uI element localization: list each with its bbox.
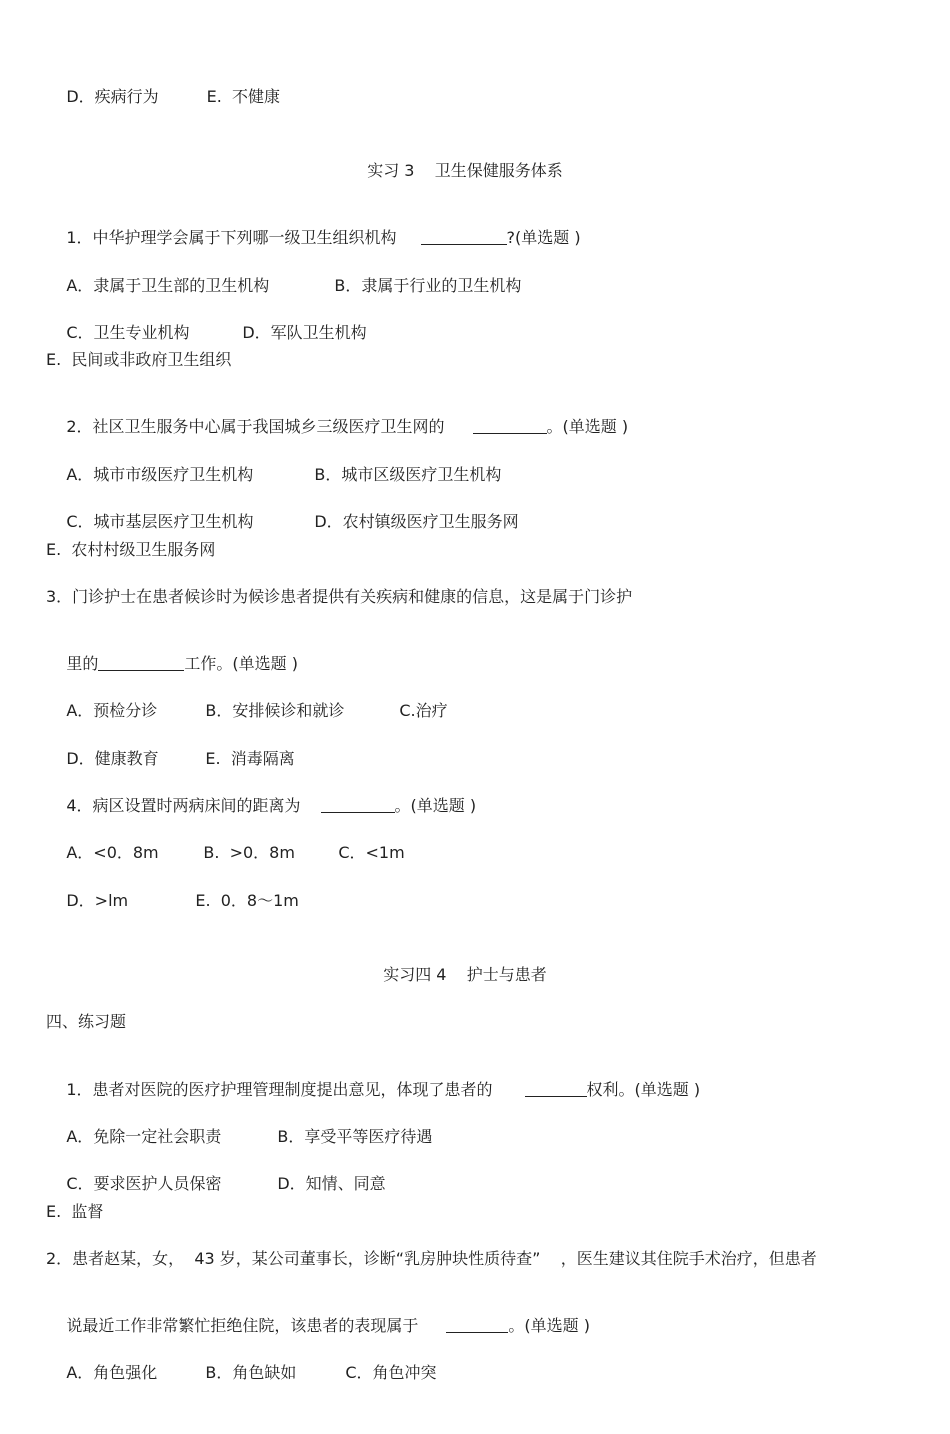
option-b: B．安排候诊和就诊 (205, 701, 345, 720)
question-text: 里的 (66, 654, 99, 673)
option-c: C．城市基层医疗卫生机构 (66, 512, 254, 531)
option-e: E. 0．8～1m (195, 891, 299, 910)
option-b: B．城市区级医疗卫生机构 (314, 465, 502, 484)
option-a: A．<0．8m (66, 843, 159, 862)
option-a: A．免除一定社会职责 (66, 1127, 222, 1146)
section-title-4: 实习四 4 护士与患者 (383, 965, 547, 984)
answer-blank (421, 228, 507, 245)
option-e: E. 不健康 (206, 87, 281, 106)
answer-blank (446, 1316, 508, 1333)
question-text: 2．社区卫生服务中心属于我国城乡三级医疗卫生网的 (66, 417, 445, 436)
section-subtitle: 四、练习题 (46, 1012, 127, 1031)
answer-blank (98, 654, 184, 671)
option-d: D．疾病行为 (66, 87, 159, 106)
answer-blank (525, 1080, 587, 1097)
option-d: D．知情、同意 (277, 1174, 386, 1193)
question-tail: 工作。(单选题 ) (184, 654, 298, 673)
question-text: 4．病区设置时两病床间的距离为 (66, 796, 301, 815)
option-a: A．角色强化 (66, 1363, 158, 1382)
option-b: B．隶属于行业的卫生机构 (334, 276, 522, 295)
question-text: 1．患者对医院的医疗护理管理制度提出意见，体现了患者的 (66, 1080, 493, 1099)
option-c: C．<1m (338, 843, 405, 862)
section-title-3: 实习 3 卫生保健服务体系 (367, 161, 563, 180)
option-c: C．卫生专业机构 (66, 323, 190, 342)
option-d: D．健康教育 (66, 749, 159, 768)
question-text: 说最近工作非常繁忙拒绝住院，该患者的表现属于 (66, 1316, 419, 1335)
option-a: A．城市市级医疗卫生机构 (66, 465, 254, 484)
question-tail: 。(单选题 ) (546, 417, 629, 436)
option-line (46, 67, 280, 127)
option-e: E. 民间或非政府卫生组织 (46, 350, 232, 369)
option-e: E. 监督 (46, 1202, 104, 1221)
option-b: B. >0．8m (203, 843, 295, 862)
question-3: 3．门诊护士在患者候诊时为候诊患者提供有关疾病和健康的信息，这是属于门诊护 (46, 587, 633, 606)
option-a: A．预检分诊 (66, 701, 158, 720)
option-c: C．角色冲突 (345, 1363, 437, 1382)
question-tail: ?(单选题 ) (506, 228, 581, 247)
option-b: B．角色缺如 (205, 1363, 297, 1382)
option-d: D．军队卫生机构 (242, 323, 367, 342)
option-e: E. 农村村级卫生服务网 (46, 540, 216, 559)
option-b: B．享受平等医疗待遇 (277, 1127, 433, 1146)
option-e: E. 消毒隔离 (205, 749, 295, 768)
answer-blank (473, 417, 547, 434)
question-tail: 。(单选题 ) (508, 1316, 590, 1335)
option-a: A．隶属于卫生部的卫生机构 (66, 276, 270, 295)
answer-blank (321, 796, 395, 813)
question-text: 1．中华护理学会属于下列哪一级卫生组织机构 (66, 228, 397, 247)
option-d: D．>lm (66, 891, 129, 910)
option-d: D．农村镇级医疗卫生服务网 (314, 512, 519, 531)
question-tail: 。(单选题 ) (394, 796, 477, 815)
option-line (46, 871, 299, 931)
question-tail: 权利。(单选题 ) (586, 1080, 701, 1099)
option-c: C.治疗 (399, 701, 448, 720)
question-6: 2．患者赵某，女， 43 岁，某公司董事长，诊断“乳房肿块性质待查” ，医生建议其住院手术治疗，但患者 (46, 1249, 817, 1268)
option-c: C．要求医护人员保密 (66, 1174, 222, 1193)
option-line (46, 1343, 437, 1403)
